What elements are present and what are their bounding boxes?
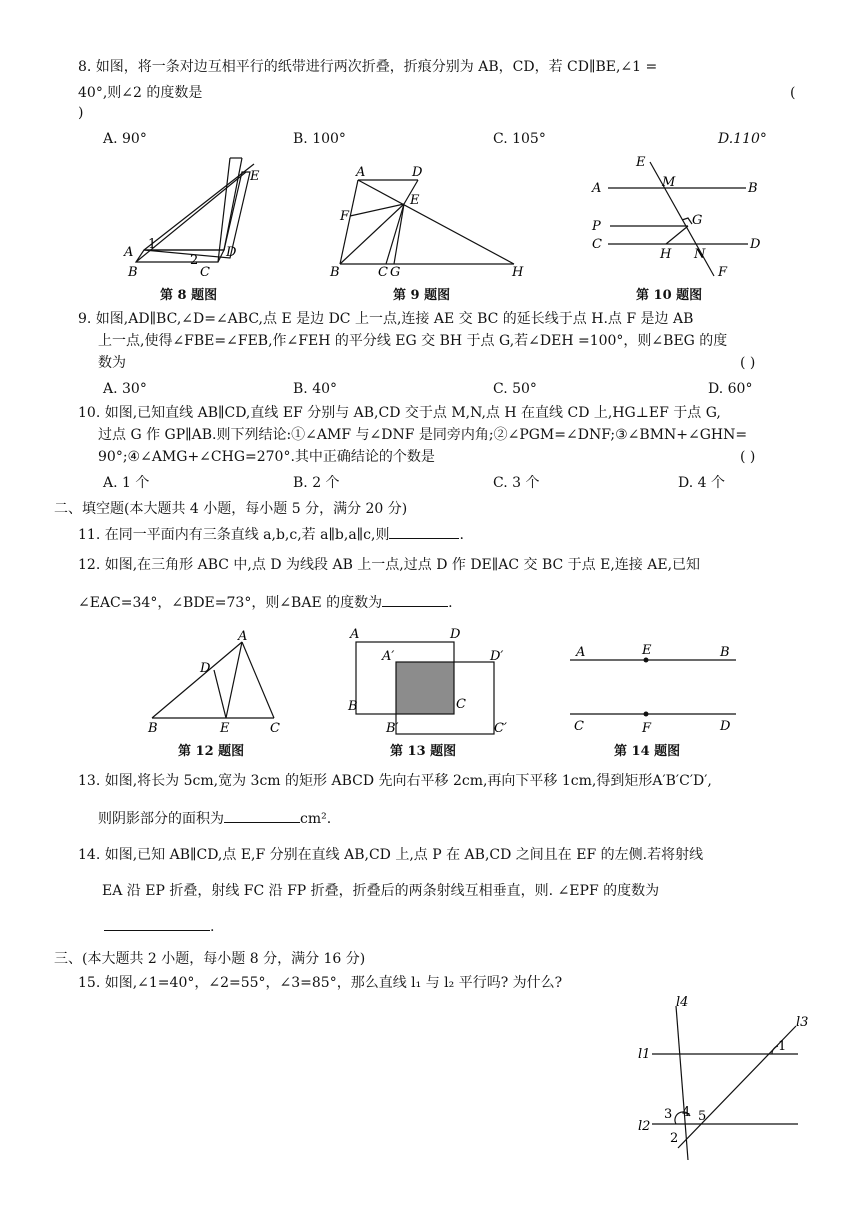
q10-option-c: C. 3 个 <box>493 475 540 491</box>
fig13-label-c: C <box>456 697 466 712</box>
fig13-caption: 第 13 题图 <box>390 744 457 759</box>
q9-option-d: D. 60° <box>708 381 753 397</box>
fig8-caption: 第 8 题图 <box>160 288 218 303</box>
q11-text-before: 11. 在同一平面内有三条直线 a,b,c,若 a∥b,a∥c,则 <box>78 527 390 543</box>
q14-answer-blank[interactable] <box>104 916 210 931</box>
q8-line1: 8. 如图，将一条对边互相平行的纸带进行两次折叠，折痕分别为 AB，CD，若 CD∥BE,∠1 = <box>78 59 658 75</box>
q12-line1: 12. 如图,在三角形 ABC 中,点 D 为线段 AB 上一点,过点 D 作 DE∥AC 交 BC 于点 E,连接 AE,已知 <box>78 557 701 573</box>
fig15-label-l1: l1 <box>638 1047 651 1062</box>
fig14-label-f: F <box>642 721 652 736</box>
fig15-label-l2: l2 <box>638 1119 651 1134</box>
fig14-caption: 第 14 题图 <box>614 744 681 759</box>
fig10-label-f: F <box>718 265 728 280</box>
q13-answer-blank[interactable] <box>224 808 300 823</box>
fig14-label-a: A <box>576 645 586 660</box>
q9-option-b: B. 40° <box>293 381 338 397</box>
q12-line2-after: . <box>448 595 453 611</box>
figure-15 <box>632 992 822 1164</box>
fig13-label-b-prime: B′ <box>386 721 399 736</box>
fig15-label-3: 3 <box>664 1107 673 1122</box>
q9-line3: 数为 <box>98 355 126 371</box>
q10-line2: 过点 G 作 GP∥AB.则下列结论:①∠AMF 与∠DNF 是同旁内角;②∠PGM=∠DNF;③∠BMN+∠GHN= <box>98 427 748 443</box>
fig12-label-b: B <box>148 721 158 736</box>
section2-heading: 二、填空题(本大题共 4 小题，每小题 5 分，满分 20 分) <box>54 501 408 517</box>
fig14-label-c: C <box>574 719 584 734</box>
q9-option-a: A. 30° <box>103 381 147 397</box>
fig13-label-a: A <box>350 627 360 642</box>
fig12-label-d: D <box>200 661 211 676</box>
fig9-label-h: H <box>512 265 524 280</box>
q14-line3-after: . <box>210 919 215 935</box>
q13-line1: 13. 如图,将长为 5cm,宽为 3cm 的矩形 ABCD 先向右平移 2cm,再向下平移 1cm,得到矩形A′B′C′D′, <box>78 773 712 789</box>
fig13-label-d: D <box>450 627 461 642</box>
fig8-label-e: E <box>250 169 260 184</box>
q12-answer-blank[interactable] <box>382 592 448 607</box>
fig15-label-2: 2 <box>670 1131 679 1146</box>
q11-answer-blank[interactable] <box>389 524 459 539</box>
q11-text-after: . <box>459 527 464 543</box>
figure-12 <box>144 626 294 740</box>
fig10-label-e: E <box>636 155 646 170</box>
fig9-label-b: B <box>330 265 340 280</box>
fig8-label-a: A <box>124 245 134 260</box>
q8-paren-close: ) <box>78 105 84 121</box>
fig10-label-a: A <box>592 181 602 196</box>
figure-8 <box>118 152 268 280</box>
q14-line1: 14. 如图,已知 AB∥CD,点 E,F 分别在直线 AB,CD 上,点 P 在 AB,CD 之间且在 EF 的左侧.若将射线 <box>78 847 704 863</box>
q9-line2: 上一点,使得∠FBE=∠FEB,作∠FEH 的平分线 EG 交 BH 于点 G,若∠DEH =100°，则∠BEG 的度 <box>98 333 728 349</box>
fig9-label-c: C <box>378 265 388 280</box>
q14-line2: EA 沿 EP 折叠，射线 FC 沿 FP 折叠，折叠后的两条射线互相垂直，则. ∠EPF 的度数为 <box>102 883 660 899</box>
fig8-label-2: 2 <box>190 253 199 268</box>
fig10-label-p: P <box>592 219 601 234</box>
fig10-label-c: C <box>592 237 602 252</box>
fig15-label-4: 4 <box>682 1105 691 1120</box>
fig10-label-g: G <box>692 213 703 228</box>
q15-text: 15. 如图,∠1=40°，∠2=55°，∠3=85°，那么直线 l₁ 与 l₂ 平行吗? 为什么? <box>78 975 563 991</box>
fig15-label-l3: l3 <box>796 1015 809 1030</box>
q12-line2-before: ∠EAC=34°，∠BDE=73°，则∠BAE 的度数为 <box>78 595 383 611</box>
fig8-label-d: D <box>226 245 237 260</box>
q13-line2-before: 则阴影部分的面积为 <box>98 811 224 827</box>
q10-paren: ( ) <box>740 449 756 465</box>
fig10-label-d: D <box>750 237 761 252</box>
fig9-label-g: G <box>390 265 401 280</box>
fig14-label-e: E <box>642 643 652 658</box>
figure-10 <box>588 152 768 282</box>
q10-option-b: B. 2 个 <box>293 475 340 491</box>
q8-option-a: A. 90° <box>103 131 147 147</box>
q10-line3: 90°;④∠AMG+∠CHG=270°.其中正确结论的个数是 <box>98 449 435 465</box>
fig9-label-f: F <box>340 209 350 224</box>
fig8-label-b: B <box>128 265 138 280</box>
fig10-label-m: M <box>662 175 676 190</box>
fig14-label-d: D <box>720 719 731 734</box>
fig12-label-e: E <box>220 721 230 736</box>
fig9-label-a: A <box>356 165 366 180</box>
q9-option-c: C. 50° <box>493 381 537 397</box>
fig12-label-a: A <box>238 629 248 644</box>
fig13-label-c-prime: C′ <box>494 721 507 736</box>
fig10-label-b: B <box>748 181 758 196</box>
fig13-label-d-prime: D′ <box>490 649 504 664</box>
fig8-label-1: 1 <box>148 237 157 252</box>
fig8-label-c: C <box>200 265 210 280</box>
q8-option-b: B. 100° <box>293 131 346 147</box>
q10-option-d: D. 4 个 <box>678 475 725 491</box>
fig12-label-c: C <box>270 721 280 736</box>
fig9-label-d: D <box>412 165 423 180</box>
fig9-caption: 第 9 题图 <box>393 288 451 303</box>
q8-paren-open: ( <box>790 85 796 101</box>
fig10-label-n: N <box>694 247 706 262</box>
fig14-label-b: B <box>720 645 730 660</box>
fig15-label-5: 5 <box>698 1109 707 1124</box>
fig10-caption: 第 10 题图 <box>636 288 703 303</box>
q11-text <box>78 524 464 544</box>
fig12-caption: 第 12 题图 <box>178 744 245 759</box>
fig15-label-1: 1 <box>778 1039 787 1054</box>
q9-paren: ( ) <box>740 355 756 371</box>
fig9-label-e: E <box>410 193 420 208</box>
figure-13 <box>344 626 514 740</box>
q12-line2 <box>78 592 453 612</box>
fig13-label-b: B <box>348 699 358 714</box>
fig13-label-a-prime: A′ <box>382 649 395 664</box>
section3-heading: 三、(本大题共 2 小题，每小题 8 分，满分 16 分) <box>54 951 366 967</box>
q14-line3 <box>104 916 214 936</box>
q10-option-a: A. 1 个 <box>103 475 150 491</box>
q8-option-c: C. 105° <box>493 131 546 147</box>
fig15-label-l4: l4 <box>676 995 689 1010</box>
q13-line2-after: cm². <box>300 811 332 827</box>
q8-line2: 40°,则∠2 的度数是 <box>78 85 203 101</box>
figure-14 <box>560 636 750 736</box>
figure-9 <box>326 160 536 280</box>
q10-line1: 10. 如图,已知直线 AB∥CD,直线 EF 分别与 AB,CD 交于点 M,N,点 H 在直线 CD 上,HG⊥EF 于点 G, <box>78 405 721 421</box>
q8-option-d: D.110° <box>718 131 767 147</box>
q13-line2 <box>98 808 331 828</box>
fig10-label-h: H <box>660 247 672 262</box>
q9-line1: 9. 如图,AD∥BC,∠D=∠ABC,点 E 是边 DC 上一点,连接 AE 交 BC 的延长线于点 H.点 F 是边 AB <box>78 311 694 327</box>
